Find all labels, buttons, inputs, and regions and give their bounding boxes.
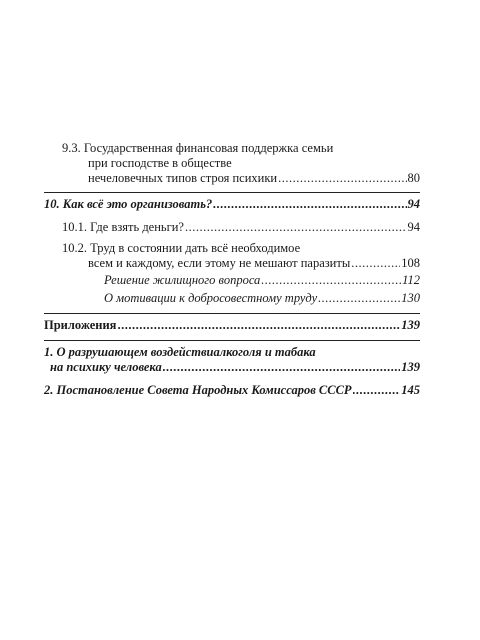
toc-entry-housing[interactable] [44,273,420,288]
page-number: 139 [401,318,420,332]
dot-leader [117,318,400,333]
page-number: 112 [402,273,420,287]
toc-entry-line: при господстве в обществе [88,156,232,170]
toc-entry-line: 9.3. Государственная финансовая поддержка семьи [62,141,334,155]
toc-entry-appendix-1[interactable] [44,345,420,375]
page-number: 139 [401,360,420,374]
toc-entry-last-line [62,171,420,186]
page-number: 130 [401,291,420,305]
toc-entry-line: всем и каждому, если этому не мешают паразиты [88,256,351,270]
toc-entry-line: на психику человека [50,360,162,374]
toc-entry-title: О мотивации к добросовестному труду [104,291,318,305]
toc-entry-appendix-2[interactable] [44,383,420,398]
table-of-contents [44,141,420,398]
toc-entry-10-2[interactable] [44,241,420,271]
dot-leader [213,197,406,212]
toc-entry-title: Приложения [44,318,117,332]
page-number: 94 [407,220,420,234]
page-number: 80 [407,171,420,185]
toc-entry-line: нечеловечных типов строя психики [88,171,278,185]
toc-entry-line: 1. О разрушающем воздействиалкоголя и табака [44,345,316,359]
dot-leader [278,171,406,186]
dot-leader [163,360,401,375]
toc-entry-last-line [44,360,420,375]
divider [44,340,420,341]
toc-entry-title: Решение жилищного вопроса [104,273,261,287]
toc-entry-appendix[interactable] [44,318,420,333]
toc-entry-10-1[interactable] [44,220,420,235]
dot-leader [261,273,401,288]
toc-entry-last-line [62,256,420,271]
toc-entry-title: 10. Как всё это организовать? [44,197,213,211]
toc-entry-10[interactable] [44,197,420,212]
page-number: 108 [401,256,420,270]
toc-entry-title: 2. Постановление Совета Народных Комиссаров СССР [44,383,352,397]
dot-leader [351,256,400,271]
dot-leader [353,383,401,398]
dot-leader [185,220,407,235]
toc-entry-motivation[interactable] [44,291,420,306]
toc-entry-9-3[interactable] [44,141,420,186]
dot-leader [318,291,400,306]
page-number: 94 [407,197,420,211]
divider [44,313,420,314]
toc-entry-line: 10.2. Труд в состоянии дать всё необходимое [62,241,301,255]
divider [44,192,420,193]
page-number: 145 [401,383,420,397]
toc-entry-title: 10.1. Где взять деньги? [62,220,184,234]
